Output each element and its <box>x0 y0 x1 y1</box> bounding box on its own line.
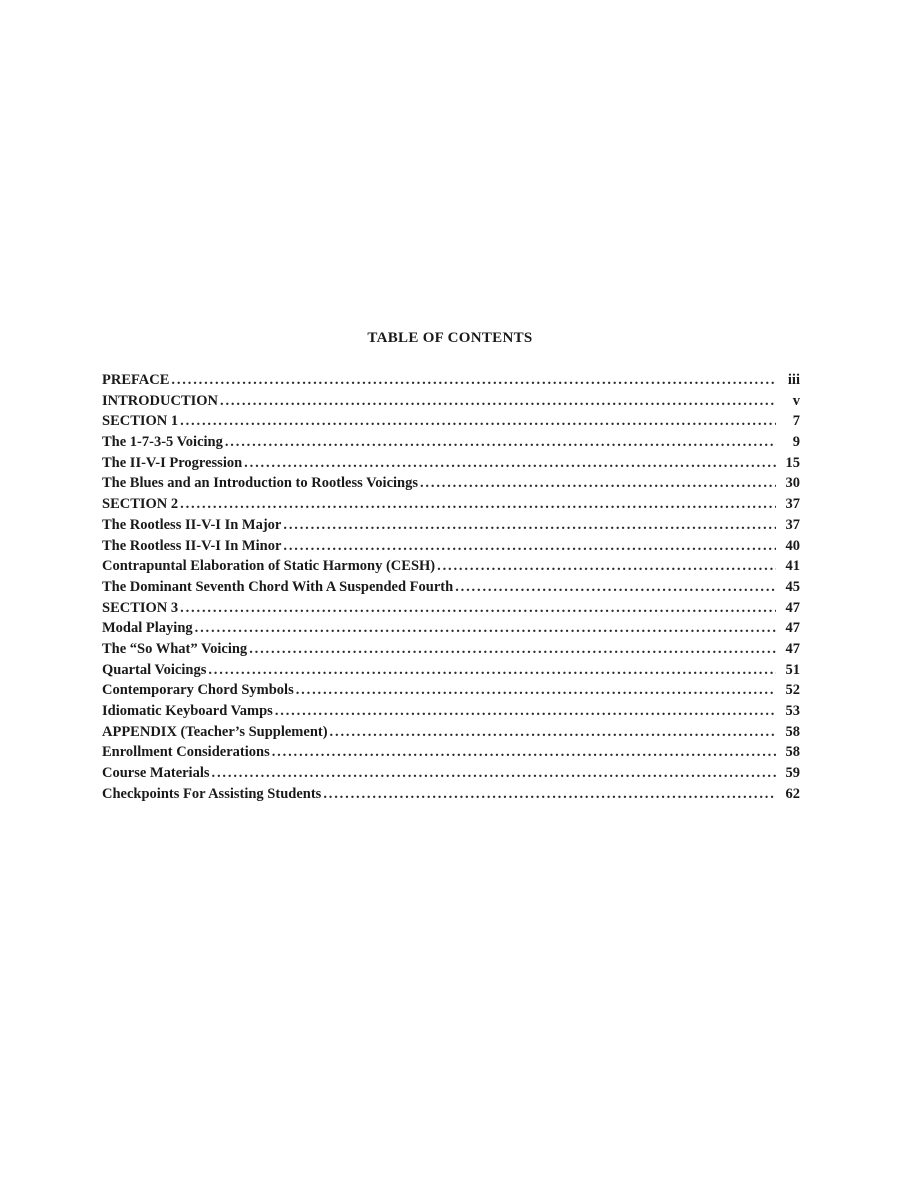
toc-entry-page: 7 <box>792 413 800 430</box>
toc-entry <box>102 517 800 538</box>
toc-entry-label: PREFACE <box>102 372 170 388</box>
toc-entry <box>102 662 800 683</box>
toc-dot-leader <box>330 724 776 741</box>
toc-entry-label: The Rootless II-V-I In Major <box>102 516 282 533</box>
toc-entry <box>102 703 800 724</box>
toc-entry-page: 45 <box>785 578 800 595</box>
toc-entry-label: SECTION 2 <box>102 496 179 513</box>
toc-dot-leader <box>275 703 776 720</box>
toc-dot-leader <box>180 496 776 513</box>
toc-entry-page: v <box>792 392 800 409</box>
toc-dot-leader <box>272 744 776 761</box>
toc-entry-page: 37 <box>785 496 800 513</box>
toc-entry-page: 47 <box>785 620 800 637</box>
toc-entry-page: iii <box>787 372 800 388</box>
toc-entry-label: SECTION 1 <box>102 413 179 430</box>
toc-entry <box>102 744 800 765</box>
toc-entry <box>102 475 800 496</box>
toc-entry-page: 58 <box>785 723 800 740</box>
toc-entry-label: Contemporary Chord Symbols <box>102 682 294 699</box>
toc-dot-leader <box>208 662 776 679</box>
toc-entry-page: 15 <box>785 454 800 471</box>
toc-dot-leader <box>296 682 776 699</box>
toc-entry-page: 58 <box>785 744 800 761</box>
toc-entry-page: 47 <box>785 640 800 657</box>
toc-dot-leader <box>249 641 776 658</box>
toc-entry-label: The II-V-I Progression <box>102 454 243 471</box>
toc-entry-page: 30 <box>785 475 800 492</box>
toc-entry-label: The “So What” Voicing <box>102 640 248 657</box>
toc-entry <box>102 786 800 807</box>
toc-entry-label: SECTION 3 <box>102 599 179 616</box>
toc-list <box>102 372 800 806</box>
toc-entry-page: 52 <box>785 682 800 699</box>
toc-dot-leader <box>455 579 776 596</box>
toc-entry-label: Quartal Voicings <box>102 661 207 678</box>
toc-dot-leader <box>171 372 776 389</box>
toc-dot-leader <box>220 393 776 410</box>
toc-entry-label: APPENDIX (Teacher’s Supplement) <box>102 723 328 740</box>
toc-dot-leader <box>195 620 776 637</box>
toc-dot-leader <box>283 517 776 534</box>
toc-entry-label: Course Materials <box>102 765 210 782</box>
toc-dot-leader <box>437 558 776 575</box>
toc-entry-label: Enrollment Considerations <box>102 744 270 761</box>
toc-entry-page: 62 <box>785 785 800 802</box>
toc-dot-leader <box>283 538 776 555</box>
toc-entry <box>102 579 800 600</box>
toc-entry-label: Contrapuntal Elaboration of Static Harmony (CESH) <box>102 558 436 575</box>
toc-dot-leader <box>180 413 776 430</box>
toc-dot-leader <box>420 475 776 492</box>
toc-entry <box>102 455 800 476</box>
toc-dot-leader <box>225 434 776 451</box>
toc-entry-label: Idiomatic Keyboard Vamps <box>102 703 273 719</box>
toc-entry-label: The Dominant Seventh Chord With A Suspended Fourth <box>102 578 454 595</box>
toc-entry <box>102 682 800 703</box>
toc-entry <box>102 600 800 621</box>
toc-entry <box>102 372 800 393</box>
toc-entry-label: The Blues and an Introduction to Rootless Voicings <box>102 475 418 492</box>
toc-entry-page: 41 <box>785 558 800 575</box>
toc-entry <box>102 558 800 579</box>
toc-entry <box>102 496 800 517</box>
toc-dot-leader <box>323 786 776 803</box>
toc-dot-leader <box>244 455 776 472</box>
toc-entry <box>102 765 800 786</box>
toc-entry <box>102 641 800 662</box>
toc-dot-leader <box>180 600 776 617</box>
toc-entry <box>102 413 800 434</box>
toc-entry <box>102 434 800 455</box>
toc-entry-page: 37 <box>785 516 800 533</box>
toc-entry-label: The 1-7-3-5 Voicing <box>102 434 223 451</box>
toc-entry <box>102 724 800 745</box>
toc-entry <box>102 393 800 414</box>
toc-entry-page: 59 <box>785 765 800 782</box>
toc-entry-label: Checkpoints For Assisting Students <box>102 785 322 802</box>
toc-entry <box>102 538 800 559</box>
toc-entry <box>102 620 800 641</box>
toc-entry-label: The Rootless II-V-I In Minor <box>102 537 282 554</box>
toc-entry-label: INTRODUCTION <box>102 392 219 409</box>
toc-entry-page: 53 <box>785 703 800 719</box>
toc-entry-page: 51 <box>785 661 800 678</box>
toc-entry-label: Modal Playing <box>102 620 193 637</box>
toc-entry-page: 40 <box>785 537 800 554</box>
toc-dot-leader <box>212 765 776 782</box>
toc-title: TABLE OF CONTENTS <box>367 330 533 346</box>
toc-entry-page: 47 <box>785 599 800 616</box>
toc-entry-page: 9 <box>792 434 800 451</box>
